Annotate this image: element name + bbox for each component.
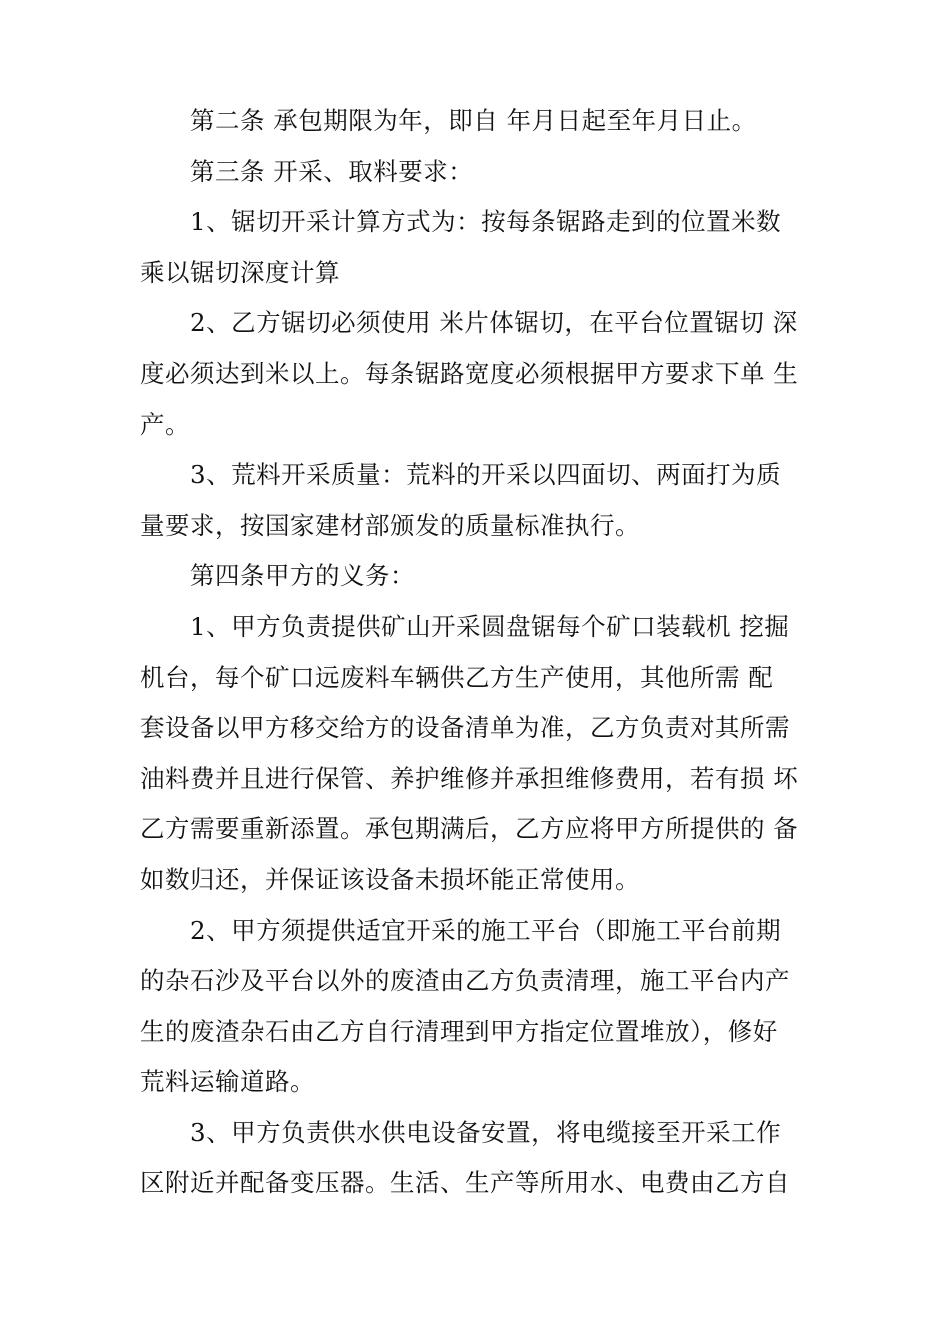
text-line: 第三条 开采、取料要求： (190, 156, 474, 186)
text-line: 2、乙方锯切必须使用 米片体锯切，在平台位置锯切 深 (190, 308, 798, 338)
text-line: 油料费并且进行保管、养护维修并承担维修费用，若有损 坏 (140, 763, 799, 793)
article-4-item-1 (140, 602, 830, 906)
text-line: 乘以锯切深度计算 (140, 257, 340, 287)
article-3-item-3 (140, 450, 830, 551)
article-2-term (140, 96, 830, 147)
text-line: 机台，每个矿口远废料车辆供乙方生产使用，其他所需 配 (140, 662, 774, 692)
text-line: 乙方需要重新添置。承包期满后，乙方应将甲方所提供的 备 (140, 814, 799, 844)
text-line: 产。 (140, 409, 190, 439)
text-line: 2、甲方须提供适宜开采的施工平台（即施工平台前期 (190, 915, 782, 945)
article-3-heading (140, 147, 830, 198)
text-line: 套设备以甲方移交给方的设备清单为准，乙方负责对其所需 (140, 713, 790, 743)
article-4-item-3 (140, 1108, 830, 1209)
text-line: 1、锯切开采计算方式为：按每条锯路走到的位置米数 (190, 207, 782, 237)
text-line: 生的废渣杂石由乙方自行清理到甲方指定位置堆放），修好 (140, 1016, 778, 1046)
text-line: 第四条甲方的义务： (190, 561, 415, 591)
article-3-item-1 (140, 197, 830, 298)
article-4-item-2 (140, 906, 830, 1108)
text-line: 的杂石沙及平台以外的废渣由乙方负责清理，施工平台内产 (140, 966, 790, 996)
text-line: 3、甲方负责供水供电设备安置，将电缆接至开采工作 (190, 1117, 782, 1147)
text-line: 3、荒料开采质量：荒料的开采以四面切、两面打为质 (190, 460, 782, 490)
article-3-item-2 (140, 298, 830, 450)
document-body (140, 96, 830, 1209)
text-line: 1、甲方负责提供矿山开采圆盘锯每个矿口装载机 挖掘 (190, 611, 790, 641)
text-line: 量要求，按国家建材部颁发的质量标准执行。 (140, 510, 640, 540)
text-line: 荒料运输道路。 (140, 1067, 315, 1097)
text-line: 区附近并配备变压器。生活、生产等所用水、电费由乙方自 (140, 1168, 790, 1198)
article-4-heading (140, 551, 830, 602)
text-line: 度必须达到米以上。每条锯路宽度必须根据甲方要求下单 生 (140, 358, 799, 388)
text-line: 第二条 承包期限为年，即自 年月日起至年月日止。 (190, 106, 757, 135)
text-line: 如数归还，并保证该设备未损坏能正常使用。 (140, 864, 640, 894)
